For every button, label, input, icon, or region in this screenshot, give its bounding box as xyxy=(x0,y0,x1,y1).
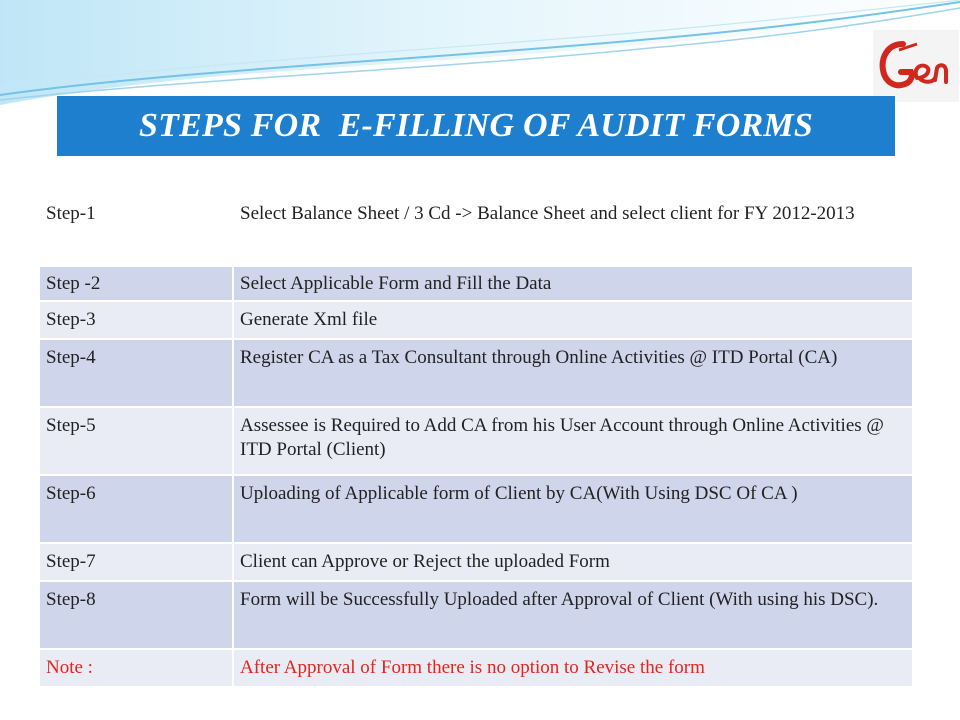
table-row xyxy=(40,301,912,339)
step-label: Step-5 xyxy=(40,407,233,475)
slide-title: STEPS FOR E-FILLING OF AUDIT FORMS xyxy=(139,107,813,144)
table-row xyxy=(40,266,912,301)
note-text: After Approval of Form there is no option to Revise the form xyxy=(233,649,912,687)
step-label: Step-8 xyxy=(40,581,233,649)
step-description: Client can Approve or Reject the uploaded Form xyxy=(233,543,912,581)
step-description: Form will be Successfully Uploaded after Approval of Client (With using his DSC). xyxy=(233,581,912,649)
step-description: Uploading of Applicable form of Client by CA(With Using DSC Of CA ) xyxy=(233,475,912,543)
step-label: Step-1 xyxy=(40,190,233,266)
note-row xyxy=(40,649,912,687)
decorative-wave-header xyxy=(0,0,960,110)
gen-logo xyxy=(873,30,959,102)
step-label: Step-6 xyxy=(40,475,233,543)
note-label: Note : xyxy=(40,649,233,687)
step-description: Select Balance Sheet / 3 Cd -> Balance Sheet and select client for FY 2012-2013 xyxy=(233,190,912,266)
table-row xyxy=(40,190,912,266)
table-row xyxy=(40,475,912,543)
steps-table xyxy=(40,190,912,688)
step-description: Register CA as a Tax Consultant through Online Activities @ ITD Portal (CA) xyxy=(233,339,912,407)
table-row xyxy=(40,407,912,475)
step-label: Step-4 xyxy=(40,339,233,407)
step-label: Step-3 xyxy=(40,301,233,339)
table-row xyxy=(40,581,912,649)
title-banner xyxy=(57,96,895,156)
step-description: Generate Xml file xyxy=(233,301,912,339)
step-label: Step-7 xyxy=(40,543,233,581)
step-description: Assessee is Required to Add CA from his User Account through Online Activities @ ITD Portal (Client) xyxy=(233,407,912,475)
table-row xyxy=(40,339,912,407)
step-description: Select Applicable Form and Fill the Data xyxy=(233,266,912,301)
step-label: Step -2 xyxy=(40,266,233,301)
table-row xyxy=(40,543,912,581)
